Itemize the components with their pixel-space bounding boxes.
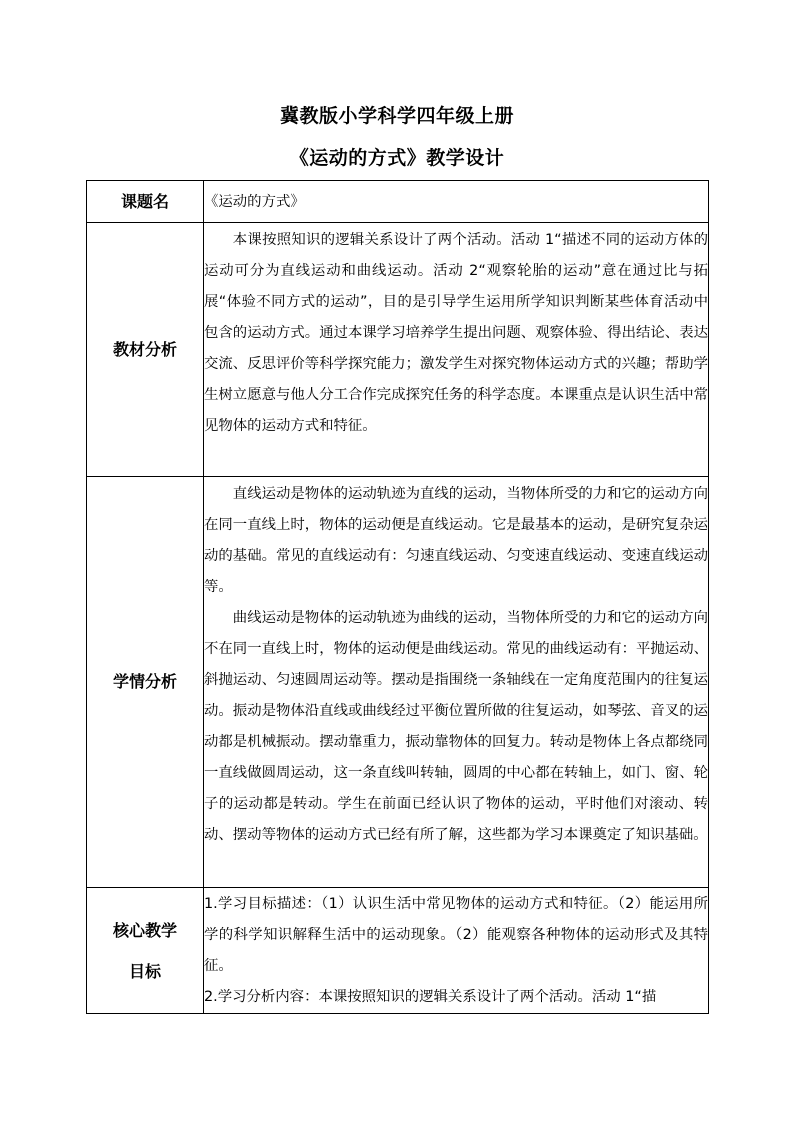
table-row-goals: [87, 888, 709, 1014]
goals-label-line-2: 目标: [128, 961, 161, 981]
goals-item-2: 2.学习分析内容：本课按照知识的逻辑关系设计了两个活动。活动 1“描: [204, 989, 657, 1005]
analysis-paragraph: 本课按照知识的逻辑关系设计了两个活动。活动 1“描述不同的运动方体的运动可分为直线运动和曲线运动。活动 2“观察轮胎的运动”意在通过比与拓展“体验不同方式的运动”，目的是引导学生运用所学知识判断某些体育活动中包含的运动方式。通过本课学习培养学生提出问题、观察体验、得出结论、表达交流、反思评价等科学探究能力；激发学生对探究物体运动方式的兴趣；帮助学生树立愿意与他人分工合作完成探究任务的科学态度。本课重点是认识生活中常见物体的运动方式和特征。: [204, 232, 708, 434]
goals-content: [204, 888, 709, 1014]
table-row-learning: [87, 477, 709, 888]
document-title: 冀教版小学科学四年级上册: [279, 105, 514, 127]
table-row-topic: [87, 181, 709, 223]
goals-label-line-1: 核心教学: [112, 920, 177, 940]
topic-label: 课题名: [87, 181, 204, 223]
topic-value: 《运动的方式》: [204, 181, 709, 223]
learning-label: 学情分析: [87, 477, 204, 888]
goals-item-1: 1.学习目标描述：（1）认识生活中常见物体的运动方式和特征。（2）能运用所学的科学知识解释生活中的运动现象。（2）能观察各种物体的运动形式及其特征。: [204, 896, 708, 974]
learning-content: [204, 477, 709, 888]
analysis-content: [204, 223, 709, 477]
learning-paragraph-1: 直线运动是物体的运动轨迹为直线的运动，当物体所受的力和它的运动方向在同一直线上时，物体的运动便是直线运动。它是最基本的运动，是研究复杂运动的基础。常见的直线运动有：匀速直线运动、匀变速直线运动、变速直线运动等。: [204, 486, 708, 595]
goals-label: [87, 888, 204, 1014]
learning-paragraph-2: 曲线运动是物体的运动轨迹为曲线的运动，当物体所受的力和它的运动方向不在同一直线上时，物体的运动便是曲线运动。常见的曲线运动有：平抛运动、斜抛运动、匀速圆周运动等。摆动是指围绕一条轴线在一定角度范围内的往复运动。振动是物体沿直线或曲线经过平衡位置所做的往复运动，如琴弦、音叉的运动都是机械振动。摆动靠重力，振动靠物体的回复力。转动是物体上各点都绕同一直线做圆周运动，这一条直线叫转轴，圆周的中心都在转轴上，如门、窗、轮子的运动都是转动。学生在前面已经认识了物体的运动，平时他们对滚动、转动、摆动等物体的运动方式已经有所了解，这些都为学习本课奠定了知识基础。: [204, 610, 708, 843]
table-row-analysis: [87, 223, 709, 477]
document-subtitle: 《运动的方式》教学设计: [289, 147, 505, 169]
lesson-plan-table: [86, 180, 709, 1014]
analysis-label: 教材分析: [87, 223, 204, 477]
